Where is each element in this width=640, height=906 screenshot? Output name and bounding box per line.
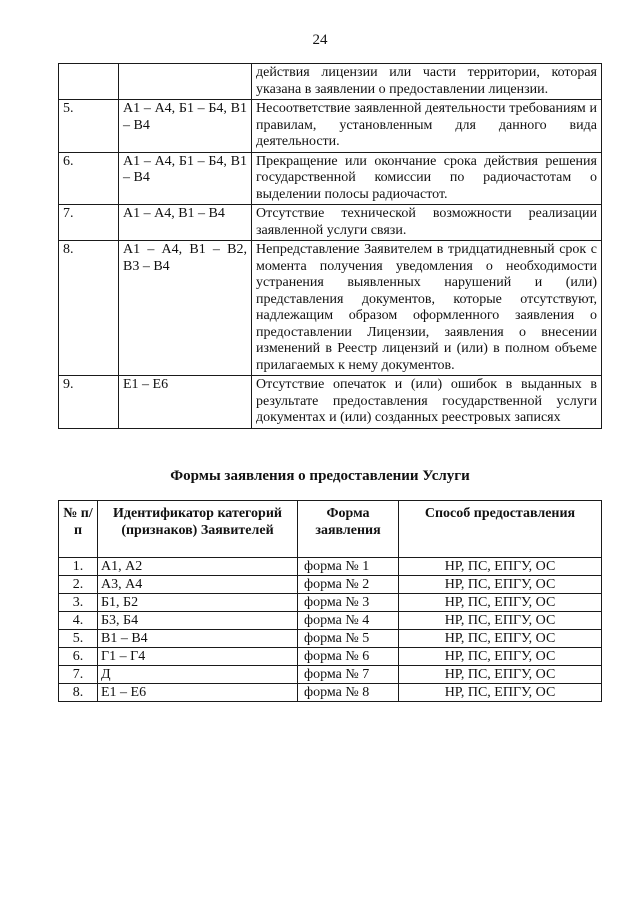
categories-cell: А1 – А4, В1 – В4 xyxy=(119,205,252,241)
row-number-cell: 6. xyxy=(59,648,98,666)
categories-cell: Е1 – Е6 xyxy=(98,684,298,702)
categories-cell: А1 – А4, Б1 – Б4, В1 – В4 xyxy=(119,152,252,205)
row-number-cell: 4. xyxy=(59,612,98,630)
method-cell: НР, ПС, ЕПГУ, ОС xyxy=(399,684,602,702)
header-form: Форма заявления xyxy=(298,501,399,558)
method-cell: НР, ПС, ЕПГУ, ОС xyxy=(399,630,602,648)
table-row xyxy=(59,594,602,612)
reason-cell: Непредставление Заявителем в тридцатидневный срок с момента получения уведомления о необходимости устранения выявленных нарушений и (или) представления документов, которые отсутствуют, надлежащим образом оформленного заявления о предоставлении Лицензии, заявления о внесении изменений в Реестр лицензий и (или) в полном объеме прилагаемых к нему документов. xyxy=(252,241,602,376)
categories-cell: Д xyxy=(98,666,298,684)
form-cell: форма № 5 xyxy=(298,630,399,648)
table-row xyxy=(59,100,602,153)
categories-cell: Б1, Б2 xyxy=(98,594,298,612)
refusal-grounds-table xyxy=(58,63,602,429)
form-cell: форма № 3 xyxy=(298,594,399,612)
form-cell: форма № 6 xyxy=(298,648,399,666)
reason-cell: Прекращение или окончание срока действия решения государственной комиссии по радиочастотам о выделении полосы радиочастот. xyxy=(252,152,602,205)
form-cell: форма № 7 xyxy=(298,666,399,684)
table-row xyxy=(59,376,602,429)
table-row xyxy=(59,648,602,666)
table-row xyxy=(59,558,602,576)
table-row xyxy=(59,630,602,648)
row-number-cell: 7. xyxy=(59,205,119,241)
categories-cell xyxy=(119,64,252,100)
reason-cell: Несоответствие заявленной деятельности требованиям и правилам, установленным для данного вида деятельности. xyxy=(252,100,602,153)
table-row xyxy=(59,152,602,205)
categories-cell: А3, А4 xyxy=(98,576,298,594)
method-cell: НР, ПС, ЕПГУ, ОС xyxy=(399,612,602,630)
table-row xyxy=(59,576,602,594)
categories-cell: Б3, Б4 xyxy=(98,612,298,630)
form-cell: форма № 1 xyxy=(298,558,399,576)
reason-cell: Отсутствие технической возможности реализации заявленной услуги связи. xyxy=(252,205,602,241)
row-number-cell: 6. xyxy=(59,152,119,205)
categories-cell: В1 – В4 xyxy=(98,630,298,648)
form-cell: форма № 8 xyxy=(298,684,399,702)
row-number-cell: 1. xyxy=(59,558,98,576)
row-number-cell: 2. xyxy=(59,576,98,594)
categories-cell: А1 – А4, Б1 – Б4, В1 – В4 xyxy=(119,100,252,153)
section-title: Формы заявления о предоставлении Услуги xyxy=(170,468,470,484)
table-row xyxy=(59,241,602,376)
form-cell: форма № 2 xyxy=(298,576,399,594)
reason-cell: Отсутствие опечаток и (или) ошибок в выданных в результате предоставления государственной услуги документах и (или) созданных реестровых записях xyxy=(252,376,602,429)
row-number-cell: 3. xyxy=(59,594,98,612)
page-number: 24 xyxy=(312,32,328,48)
header-categories: Идентификатор категорий (признаков) Заявителей xyxy=(98,501,298,558)
table-row xyxy=(59,64,602,100)
method-cell: НР, ПС, ЕПГУ, ОС xyxy=(399,666,602,684)
method-cell: НР, ПС, ЕПГУ, ОС xyxy=(399,558,602,576)
row-number-cell: 7. xyxy=(59,666,98,684)
table-row xyxy=(59,666,602,684)
categories-cell: Г1 – Г4 xyxy=(98,648,298,666)
row-number-cell: 8. xyxy=(59,684,98,702)
row-number-cell: 9. xyxy=(59,376,119,429)
row-number-cell: 8. xyxy=(59,241,119,376)
table-row xyxy=(59,684,602,702)
table-header-row xyxy=(59,501,602,558)
categories-cell: А1 – А4, В1 – В2, В3 – В4 xyxy=(119,241,252,376)
row-number-cell xyxy=(59,64,119,100)
method-cell: НР, ПС, ЕПГУ, ОС xyxy=(399,576,602,594)
header-method: Способ предоставления xyxy=(399,501,602,558)
table-row xyxy=(59,205,602,241)
categories-cell: А1, А2 xyxy=(98,558,298,576)
reason-cell: действия лицензии или части территории, которая указана в заявлении о предоставлении лицензии. xyxy=(252,64,602,100)
categories-cell: Е1 – Е6 xyxy=(119,376,252,429)
row-number-cell: 5. xyxy=(59,100,119,153)
row-number-cell: 5. xyxy=(59,630,98,648)
application-forms-table xyxy=(58,500,602,702)
form-cell: форма № 4 xyxy=(298,612,399,630)
method-cell: НР, ПС, ЕПГУ, ОС xyxy=(399,594,602,612)
header-num: № п/п xyxy=(59,501,98,558)
method-cell: НР, ПС, ЕПГУ, ОС xyxy=(399,648,602,666)
table-row xyxy=(59,612,602,630)
